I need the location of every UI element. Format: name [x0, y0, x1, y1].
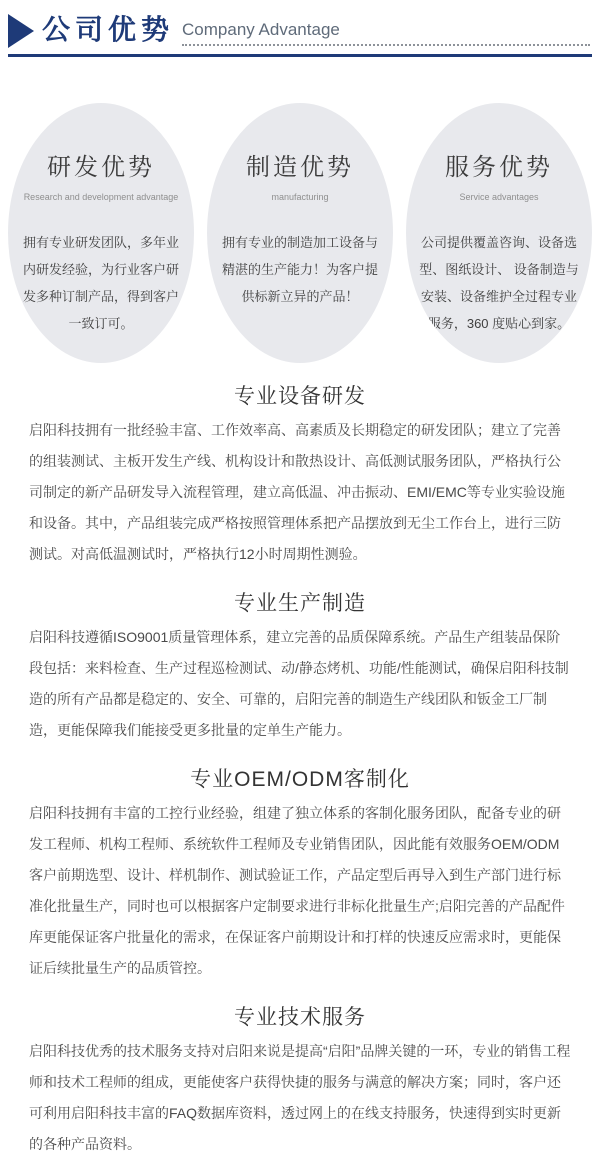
section-equipment-rd: [0, 380, 600, 570]
oval-subtitle: Service advantages: [459, 192, 539, 202]
oval-card-service: [406, 103, 592, 363]
section-production: [0, 587, 600, 746]
page-title: 公司优势: [42, 14, 175, 45]
section-heading: 专业技术服务: [234, 1006, 366, 1029]
advantage-ovals: [0, 103, 600, 363]
section-heading: 专业生产制造: [234, 592, 366, 615]
section-heading: 专业OEM/ODM客制化: [190, 768, 410, 791]
section-body: 启阳科技优秀的技术服务支持对启阳来说是提高“启阳”品牌关键的一环，专业的销售工程师和技术工程师的组成，更能使客户获得快捷的服务与满意的解决方案；同时，客户还可利用启阳科技丰富的FAQ数据库资料，透过网上的在线支持服务，快速得到实时更新的各种产品资料。: [29, 1043, 571, 1152]
section-body: 启阳科技拥有一批经验丰富、工作效率高、高素质及长期稳定的研发团队；建立了完善的组装测试、主板开发生产线、机构设计和散热设计、高低测试服务团队，严格执行公司制定的新产品研发导入流程管理，建立高低温、冲击振动、EMI/EMC等专业实验设施和设备。其中，产品组装完成严格按照管理体系把产品摆放到无尘工作台上，进行三防测试。对高低温测试时，严格执行12小时周期性测验。: [29, 422, 565, 562]
oval-body: 拥有专业的制造加工设备与精湛的生产能力！为客户提供标新立异的产品！: [221, 235, 378, 304]
oval-body: 公司提供覆盖咨询、设备选型、图纸设计、 设备制造与安装、设备维护全过程专业服务，360 度贴心到家。: [419, 235, 579, 331]
section-heading: 专业设备研发: [234, 385, 366, 408]
dotted-divider: [182, 40, 590, 46]
oval-card-manufacturing: [207, 103, 393, 363]
section-oem-odm: [0, 763, 600, 984]
section-body: 启阳科技拥有丰富的工控行业经验，组建了独立体系的客制化服务团队，配备专业的研发工程师、机构工程师、系统软件工程师及专业销售团队，因此能有效服务OEM/ODM客户前期选型、设计、样机制作、测试验证工作，产品定型后再导入到生产部门进行标准化批量生产，同时也可以根据客户定制要求进行非标化批量生产;启阳完善的产品配件库更能保证客户批量化的需求，在保证客户前期设计和打样的快速反应需求时，更能保证后续批量生产的品质管控。: [29, 805, 565, 976]
section-body: 启阳科技遵循ISO9001质量管理体系，建立完善的品质保障系统。产品生产组装品保阶段包括：来料检查、生产过程巡检测试、动/静态烤机、功能/性能测试，确保启阳科技制造的所有产品都是稳定的、安全、可靠的，启阳完善的制造生产线团队和钣金工厂制造，更能保障我们能接受更多批量的定单生产能力。: [29, 629, 569, 738]
header-divider: [8, 54, 592, 57]
oval-title: 研发优势: [47, 154, 155, 181]
oval-title: 服务优势: [445, 154, 553, 181]
oval-subtitle: Research and development advantage: [23, 192, 179, 202]
oval-title: 制造优势: [246, 154, 354, 181]
oval-body: 拥有专业研发团队，多年业内研发经验，为行业客户研发多种订制产品，得到客户一致订可。: [22, 235, 179, 331]
arrow-right-icon: [8, 14, 34, 48]
section-tech-service: [0, 1001, 600, 1160]
page-subtitle-block: [182, 12, 592, 46]
page-subtitle: Company Advantage: [182, 20, 340, 39]
oval-card-rd: [8, 103, 194, 363]
oval-subtitle: manufacturing: [271, 192, 329, 202]
page-header: [0, 0, 600, 57]
